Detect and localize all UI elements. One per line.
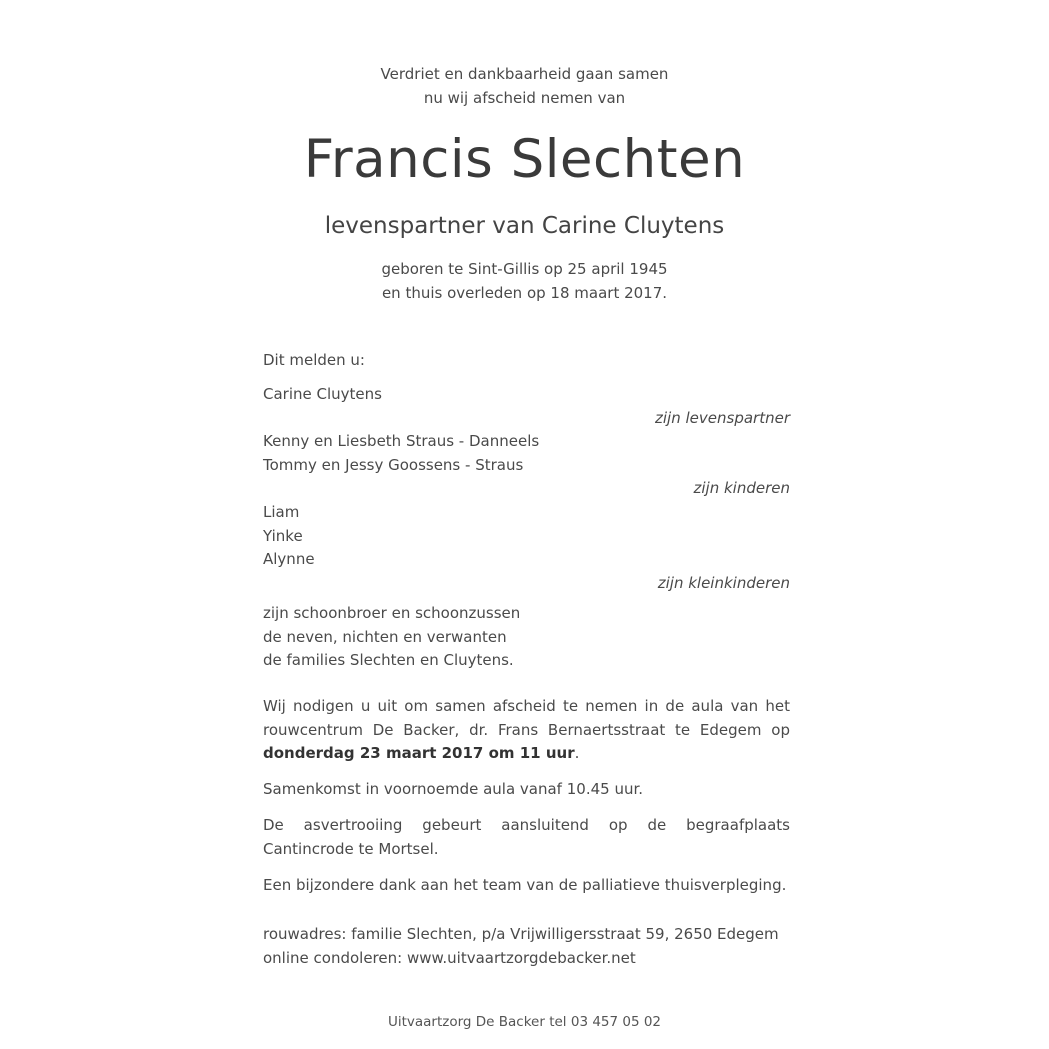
intro-text bbox=[0, 62, 1049, 110]
family-group-children bbox=[263, 430, 790, 501]
relative-line: de neven, nichten en verwanten bbox=[263, 627, 507, 646]
relation-label: zijn levenspartner bbox=[655, 408, 790, 427]
footer-text: Uitvaartzorg De Backer tel 03 457 05 02 bbox=[387, 1014, 662, 1030]
family-name: Yinke bbox=[263, 526, 303, 545]
mourning-address: rouwadres: familie Slechten, p/a Vrijwilligersstraat 59, 2650 Edegem bbox=[263, 925, 779, 943]
invitation-end: . bbox=[574, 744, 580, 762]
contact-block bbox=[263, 923, 790, 970]
relative-line: zijn schoonbroer en schoonzussen bbox=[263, 604, 521, 622]
thanks-paragraph: Een bijzondere dank aan het team van de palliatieve thuisverpleging. bbox=[263, 876, 787, 894]
family-name: Carine Cluytens bbox=[263, 385, 382, 403]
invitation-text: Wij nodigen u uit om samen afscheid te nemen in de aula van het rouwcentrum De Backer, dr. Frans Bernaertsstraat te Edegem op bbox=[263, 697, 790, 739]
life-dates bbox=[0, 257, 1049, 305]
gathering-paragraph: Samenkomst in voornoemde aula vanaf 10.45 uur. bbox=[263, 780, 644, 798]
other-relatives bbox=[263, 602, 790, 673]
ceremony-date: donderdag 23 maart 2017 om 11 uur bbox=[263, 744, 575, 762]
intro-line-2: nu wij afscheid nemen van bbox=[423, 89, 626, 107]
death-line: en thuis overleden op 18 maart 2017. bbox=[381, 284, 668, 302]
relation-label: zijn kleinkinderen bbox=[657, 573, 790, 592]
family-name: Alynne bbox=[263, 550, 315, 568]
family-name: Tommy en Jessy Goossens - Straus bbox=[263, 455, 524, 474]
intro-line-1: Verdriet en dankbaarheid gaan samen bbox=[380, 65, 669, 83]
relation-label: zijn kinderen bbox=[693, 479, 790, 497]
online-condolences: online condoleren: www.uitvaartzorgdebacker.net bbox=[263, 948, 636, 967]
family-group-grandchildren bbox=[263, 501, 790, 595]
family-name: Liam bbox=[263, 503, 300, 521]
relative-line: de families Slechten en Cluytens. bbox=[263, 651, 514, 669]
announce-heading: Dit melden u: bbox=[263, 351, 365, 369]
ashes-paragraph: De asvertrooiing gebeurt aansluitend op de begraafplaats Cantincrode te Mortsel. bbox=[263, 816, 790, 858]
birth-line: geboren te Sint-Gillis op 25 april 1945 bbox=[381, 260, 668, 278]
invitation-paragraph bbox=[263, 695, 790, 766]
deceased-name: Francis Slechten bbox=[303, 129, 746, 190]
family-group-partner bbox=[263, 383, 790, 430]
family-name: Kenny en Liesbeth Straus - Danneels bbox=[263, 432, 540, 450]
partner-line: levenspartner van Carine Cluytens bbox=[324, 213, 725, 239]
